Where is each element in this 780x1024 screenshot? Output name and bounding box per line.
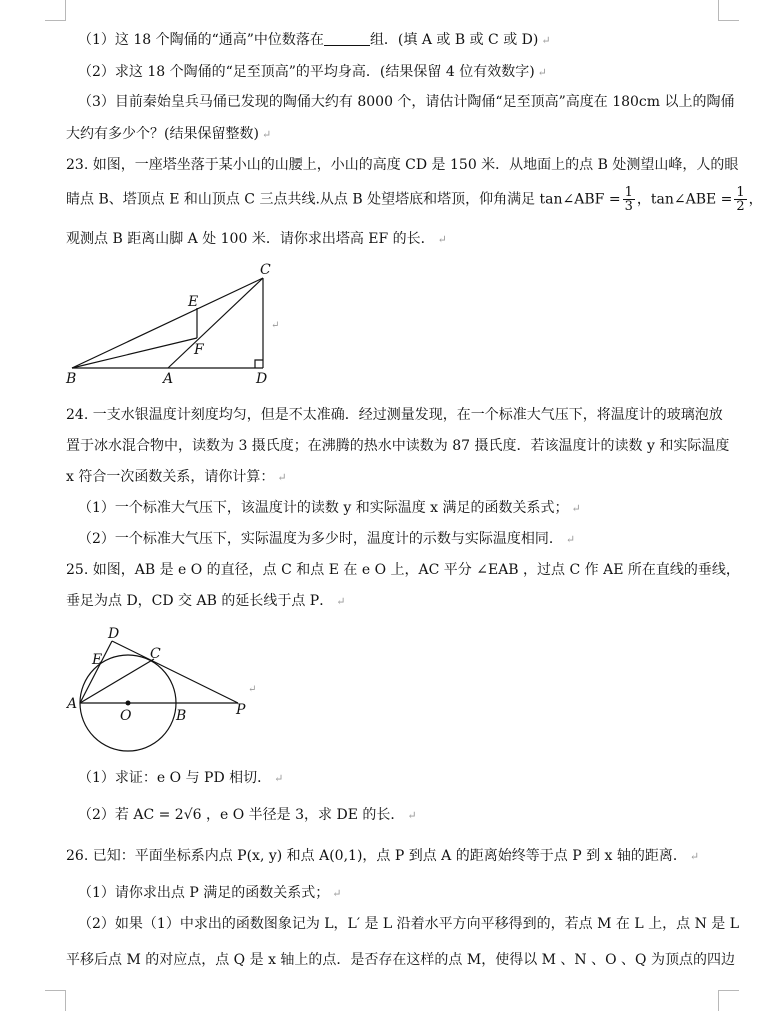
q25-line1: 25. 如图，AB 是 e O 的直径，点 C 和点 E 在 e O 上，AC 平分 ∠EAB ，过点 C 作 AE 所在直线的垂线，	[66, 562, 740, 578]
label-c: C	[260, 262, 271, 278]
center-dot-o	[126, 701, 131, 706]
crop-mark-bottom-right	[718, 990, 739, 1011]
q24-line2: 置于冰水混合物中，读数为 3 摄氏度；在沸腾的热水中读数为 87 摄氏度．若该温度计的读数 y 和实际温度	[66, 438, 730, 454]
label-e: E	[92, 652, 103, 668]
label-b: B	[66, 371, 77, 387]
q26-part1: （1）请你求出点 P 满足的函数关系式； ↵	[78, 885, 342, 901]
label-c: C	[150, 646, 161, 662]
q25-part2: （2）若 AC = 2√6 ，e O 半径是 3，求 DE 的长． ↵	[78, 807, 417, 823]
crop-mark-top-right	[718, 0, 739, 21]
q22-part1: （1）这 18 个陶俑的“通高”中位数落在 组．(填 A 或 B 或 C 或 D) ↵	[78, 32, 551, 48]
label-f: F	[194, 342, 204, 358]
q25-figure	[62, 622, 272, 762]
right-angle-mark	[255, 360, 263, 368]
crop-mark-top-left	[45, 0, 66, 21]
q25-part1: （1）求证：e O 与 PD 相切． ↵	[78, 770, 284, 786]
answer-blank	[324, 31, 370, 46]
fraction-one-third: $\frac{1}{3}$	[624, 185, 633, 214]
label-d: D	[256, 371, 268, 387]
q26-line1: 26. 已知：平面坐标系内点 P(x, y) 和点 A(0,1)，点 P 到点 A 的距离始终等于点 P 到 x 轴的距离． ↵	[66, 848, 700, 864]
q26-part2-line1: （2）如果（1）中求出的函数图象记为 L，L′ 是 L 沿着水平方向平移得到的，若点 M 在 L 上，点 N 是 L	[78, 916, 740, 932]
line-bc	[72, 278, 263, 368]
label-d: D	[108, 626, 120, 642]
q23-line2: 睛点 B、塔顶点 E 和山顶点 C 三点共线.从点 B 处望塔底和塔顶，仰角满足 tan∠ABF = $\frac{1}{3}$ ，tan∠ABE = $\frac{1}{2}$ ，	[66, 185, 763, 214]
fraction-one-half: $\frac{1}{2}$	[736, 185, 745, 214]
q26-part2-line2: 平移后点 M 的对应点，点 Q 是 x 轴上的点．是否存在这样的点 M，使得以 M 、N 、O 、Q 为顶点的四边	[66, 952, 735, 968]
q22-part3-line2: 大约有多少个？(结果保留整数) ↵	[66, 126, 272, 142]
line-ac	[168, 278, 263, 368]
q24-line3: x 符合一次函数关系，请你计算： ↵	[66, 469, 287, 485]
label-p: P	[236, 702, 246, 718]
q23-line3: 观测点 B 距离山脚 A 处 100 米．请你求出塔高 EF 的长． ↵	[66, 231, 447, 247]
q22-part2: （2）求这 18 个陶俑的“足至顶高”的平均身高．(结果保留 4 位有效数字) ↵	[78, 64, 547, 80]
q25-line2: 垂足为点 D，CD 交 AB 的延长线于点 P． ↵	[66, 593, 346, 609]
label-a: A	[163, 371, 174, 387]
figure-mark: ↵	[248, 684, 257, 695]
q23-line1: 23. 如图，一座塔坐落于某小山的山腰上，小山的高度 CD 是 150 米．从地面上的点 B 处测望山峰，人的眼	[66, 157, 739, 173]
line-bf	[72, 338, 197, 368]
label-o: O	[120, 708, 132, 724]
label-e: E	[188, 294, 199, 310]
label-b: B	[176, 708, 187, 724]
q24-part1: （1）一个标准大气压下，该温度计的读数 y 和实际温度 x 满足的函数关系式； ↵	[78, 500, 581, 516]
q24-part2: （2）一个标准大气压下，实际温度为多少时，温度计的示数与实际温度相同． ↵	[78, 531, 576, 547]
label-a: A	[67, 696, 78, 712]
q23-figure	[60, 258, 290, 388]
figure-mark: ↵	[271, 320, 280, 331]
q24-line1: 24. 一支水银温度计刻度均匀，但是不太准确．经过测量发现，在一个标准大气压下，将温度计的玻璃泡放	[66, 407, 723, 423]
q22-part3-line1: （3）目前秦始皇兵马俑已发现的陶俑大约有 8000 个，请估计陶俑“足至顶高”高度在 180cm 以上的陶俑	[78, 94, 735, 110]
crop-mark-bottom-left	[45, 990, 66, 1011]
